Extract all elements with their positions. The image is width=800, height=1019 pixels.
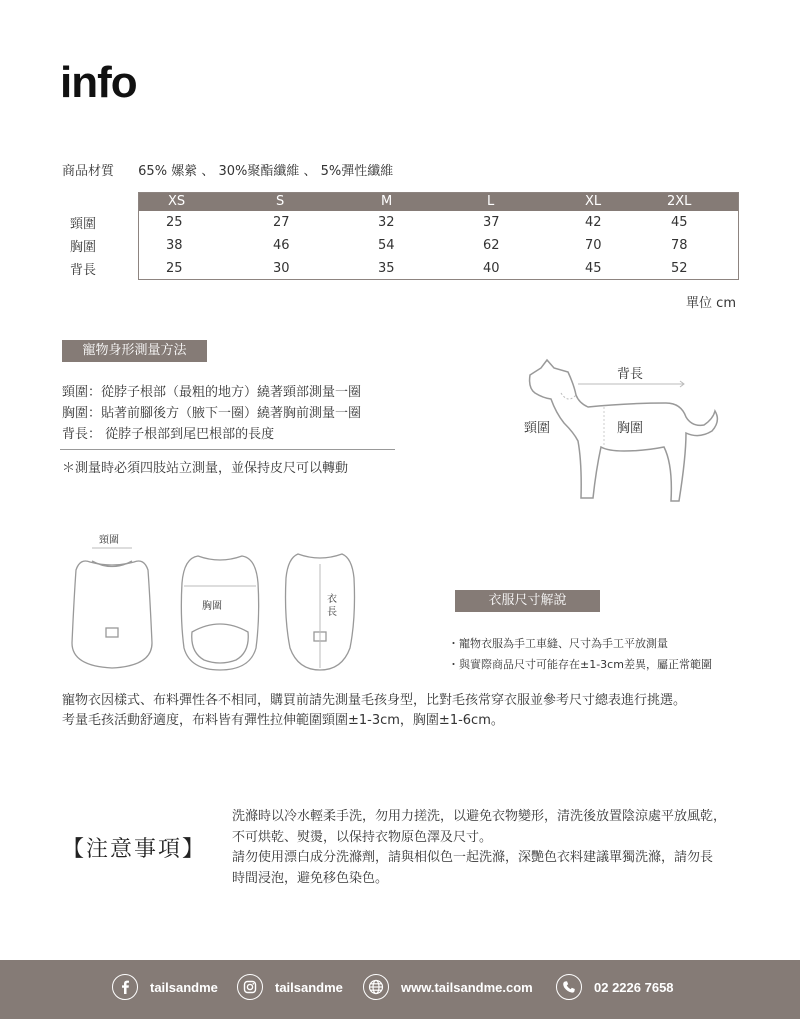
phone-link[interactable]	[556, 974, 674, 1000]
purchase-advice	[62, 691, 686, 731]
table-cell: 35	[378, 261, 395, 276]
website-url: www.tailsandme.com	[401, 979, 533, 995]
material-info	[62, 160, 393, 179]
table-row	[60, 211, 739, 234]
header-blank	[60, 192, 138, 211]
garment-neck-label: 頸圍	[99, 535, 119, 546]
measure-line-chest: 胸圍：貼著前腳後方（腋下一圈）繞著胸前測量一圈	[62, 406, 362, 421]
footer	[0, 960, 800, 1019]
size-header-s: S	[241, 192, 346, 211]
table-cell: 52	[671, 261, 688, 276]
table-cell: 37	[483, 215, 500, 230]
size-guide-title: 衣服尺寸解說	[455, 590, 600, 612]
table-cell: 30	[273, 261, 290, 276]
phone-number: 02 2226 7658	[594, 979, 674, 995]
page-title: info	[60, 58, 137, 107]
care-line: 時間浸泡，避免移色染色。	[232, 870, 389, 886]
phone-icon	[556, 974, 582, 1000]
table-cell: 78	[671, 238, 688, 253]
size-header-xl: XL	[555, 192, 660, 211]
material-label: 商品材質	[62, 164, 115, 179]
table-cell: 54	[378, 238, 395, 253]
measure-section-title: 寵物身形測量方法	[62, 340, 207, 362]
list-item: ・寵物衣服為手工車縫、尺寸為手工平放測量	[448, 637, 668, 650]
care-line: 洗滌時以冷水輕柔手洗，勿用力搓洗，以避免衣物變形，清洗後放置陰涼處平放風乾，	[232, 809, 727, 824]
garment-front-icon	[72, 561, 152, 668]
table-cell: 40	[483, 261, 500, 276]
measure-line-neck: 頸圍：從脖子根部（最粗的地方）繞著頸部測量一圈	[62, 385, 362, 400]
dog-back-label: 背長	[617, 367, 644, 382]
row-label: 背長	[70, 263, 97, 278]
table-cell: 70	[585, 238, 602, 253]
unit-label: 單位 cm	[686, 296, 736, 311]
table-row	[60, 234, 739, 257]
size-header-l: L	[451, 192, 555, 211]
instagram-icon	[237, 974, 263, 1000]
care-line: 請勿使用漂白成分洗滌劑，請與相似色一起洗滌，深艷色衣料建議單獨洗滌，請勿長	[232, 850, 714, 865]
garment-length-label-1: 衣	[327, 594, 337, 605]
table-cell: 25	[166, 261, 183, 276]
table-cell: 46	[273, 238, 290, 253]
facebook-icon	[112, 974, 138, 1000]
measure-line-back: 背長： 從脖子根部到尾巴根部的長度	[62, 427, 275, 442]
table-cell: 27	[273, 215, 290, 230]
garment-chest-label: 胸圍	[202, 601, 222, 612]
list-item: ・與實際商品尺寸可能存在±1-3cm差異，屬正常範圍	[448, 658, 712, 671]
size-table	[60, 192, 739, 280]
size-table-header	[60, 192, 739, 211]
table-cell: 45	[671, 215, 688, 230]
table-cell: 62	[483, 238, 500, 253]
table-cell: 32	[378, 215, 395, 230]
row-label: 頸圍	[70, 217, 97, 232]
table-cell: 42	[585, 215, 602, 230]
table-cell: 45	[585, 261, 602, 276]
size-header-m: M	[346, 192, 451, 211]
globe-icon	[363, 974, 389, 1000]
facebook-handle: tailsandme	[150, 979, 218, 995]
care-line: 不可烘乾、熨燙，以保持衣物原色澤及尺寸。	[232, 829, 493, 845]
instagram-link[interactable]	[237, 974, 343, 1000]
size-guide-bullets	[448, 633, 712, 675]
size-header-xs: XS	[138, 192, 241, 211]
row-label: 胸圍	[70, 240, 97, 255]
material-value: 65% 嫘縈 、 30%聚酯纖維 、 5%彈性纖維	[138, 164, 394, 179]
dog-diagram	[516, 355, 726, 505]
facebook-link[interactable]	[112, 974, 218, 1000]
garment-diagram	[70, 528, 380, 678]
neck-measure-line	[561, 393, 576, 399]
care-title: 【注意事項】	[62, 837, 207, 862]
care-instructions	[232, 807, 777, 889]
dog-chest-label: 胸圍	[617, 421, 644, 436]
measure-note: ＊測量時必須四肢站立測量，並保持皮尺可以轉動	[62, 461, 349, 476]
size-header-2xl: 2XL	[660, 192, 739, 211]
divider	[60, 449, 395, 450]
garment-back-icon	[181, 556, 258, 670]
dog-neck-label: 頸圍	[524, 421, 551, 436]
advice-line: 寵物衣因樣式、布料彈性各不相同，購買前請先測量毛孩身型，比對毛孩常穿衣服並參考尺寸總表進行挑選。	[62, 693, 687, 708]
garment-length-label-2: 長	[327, 607, 337, 618]
instagram-handle: tailsandme	[275, 979, 343, 995]
measure-instructions	[62, 382, 361, 445]
table-cell: 25	[166, 215, 183, 230]
table-cell: 38	[166, 238, 183, 253]
table-row	[60, 257, 739, 280]
advice-line: 考量毛孩活動舒適度，布料皆有彈性拉伸範圍頸圍±1-3cm，胸圍±1-6cm。	[62, 713, 504, 728]
website-link[interactable]	[363, 974, 533, 1000]
